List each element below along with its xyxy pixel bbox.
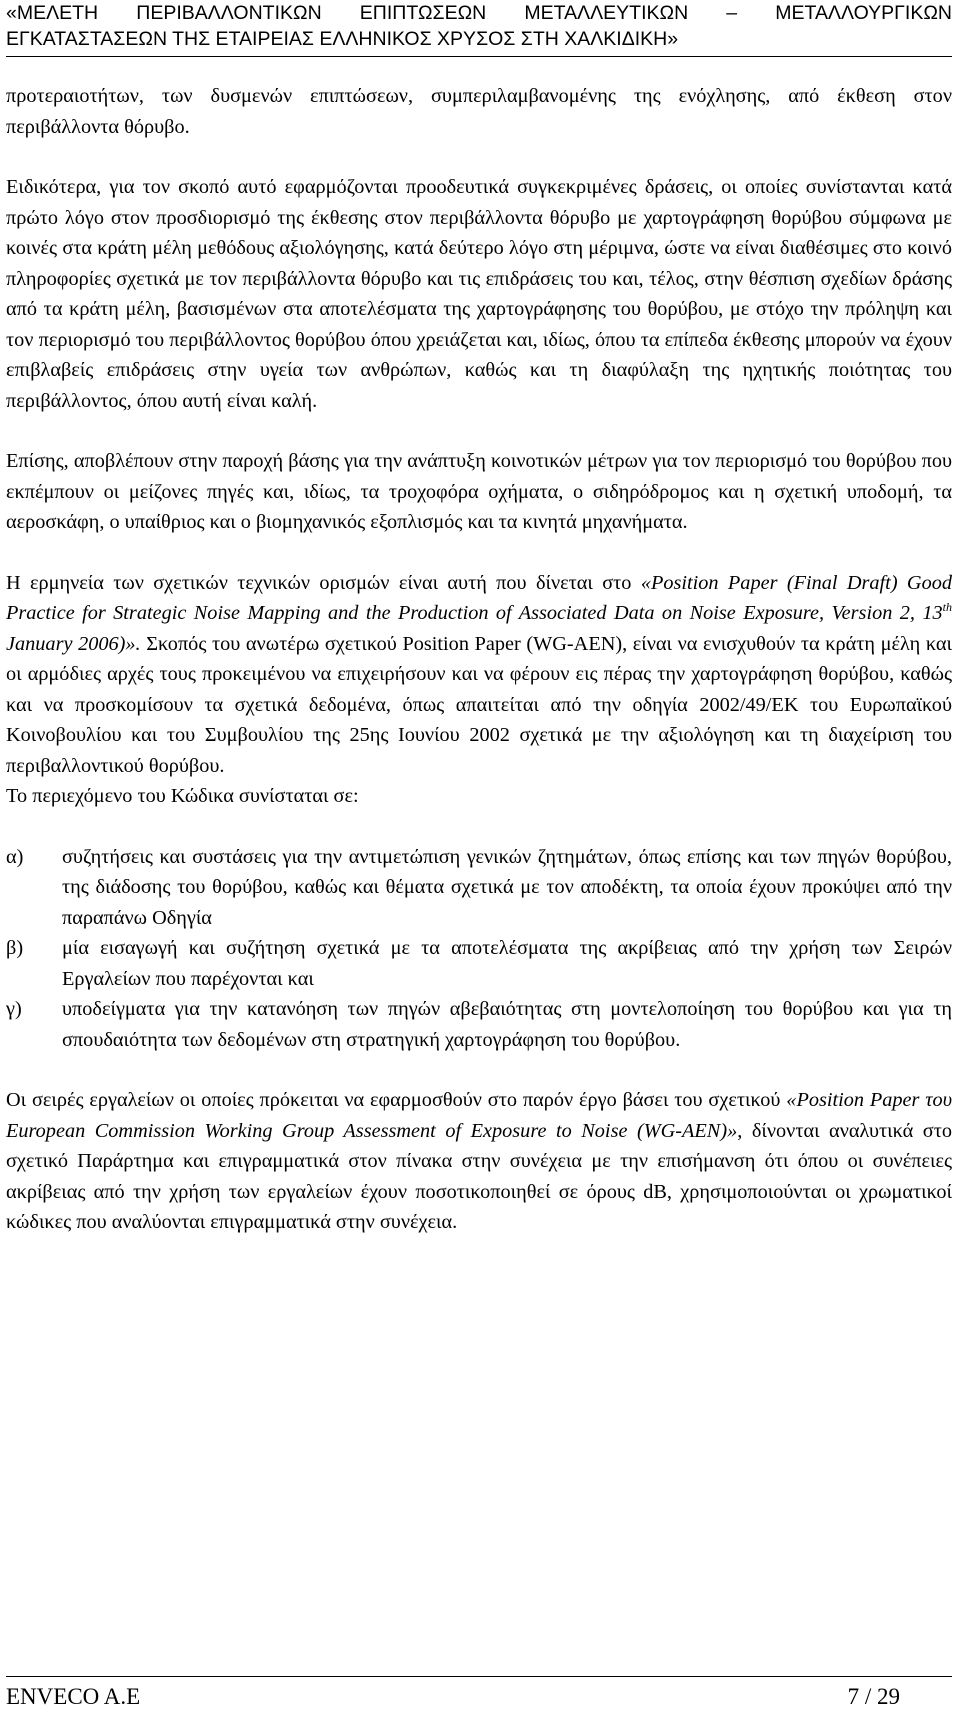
paragraph-5: Το περιεχόμενο του Κώδικα συνίσταται σε: [6,785,359,807]
paragraph-4 [6,568,952,782]
list-text: συζητήσεις και συστάσεις για την αντιμετώπιση γενικών ζητημάτων, όπως επίσης και των πηγών θορύβου, της διάδοσης του θορύβου, καθώς και θέματα σχετικά με τον αποδέκτη, τα οποία έχουν προκύψει από την παραπάνω Οδηγία [62,845,952,929]
paragraph-4-start: Η ερμηνεία των σχετικών τεχνικών ορισμών είναι αυτή που δίνεται στο [6,571,641,594]
header-divider [6,56,952,57]
paragraph-6 [6,1085,952,1238]
paragraph-4-citation: «Position Paper (Final Draft) Good Practice for Strategic Noise Mapping and the Production of Associated Data on Noise Exposure, Version 2, 13 [6,571,952,624]
paragraph-6-end: , δίνονται αναλυτικά στο σχετικό Παράρτημα και επιγραμματικά στον πίνακα στην συνέχεια με την επισήμανση ότι όπου οι συνέπειες ακρίβειας από την χρήση των εργαλείων έχουν ποσοτικοποιηθεί σε όρους dB, χρησιμοποιούνται οι χρωματικοί κώδικες που αναλύονται επιγραμματικά στην συνέχεια. [6,1119,953,1233]
paragraph-6-citation: «Position Paper του European Commission Working Group Assessment of Exposure to Noise (WG-AEN)» [6,1089,952,1142]
page-footer [6,1682,900,1712]
paragraph-3: Επίσης, αποβλέπουν στην παροχή βάσης για την ανάπτυξη κοινοτικών μέτρων για τον περιορισμό του θορύβου που εκπέμπουν οι μείζονες πηγές και, ιδίως, τα τροχοφόρα οχήματα, ο σιδηρόδρομος και η σχετική υποδομή, τα αεροσκάφη, ο υπαίθριος και ο βιομηχανικός εξοπλισμός και τα κινητά μηχανήματα. [6,450,952,533]
content-list [6,842,952,1056]
paragraph-2: Ειδικότερα, για τον σκοπό αυτό εφαρμόζονται προοδευτικά συγκεκριμένες δράσεις, οι οποίες συνίστανται κατά πρώτο λόγο στον προσδιορισμό της έκθεσης στον περιβάλλοντα θόρυβο με χαρτογράφηση θορύβου σύμφωνα με κοινές στα κράτη μέλη μεθόδους αξιολόγησης, κατά δεύτερο λόγο στη μέριμνα, ώστε να είναι διαθέσιμες στο κοινό πληροφορίες σχετικά με τον περιβάλλοντα θόρυβο και τις επιδράσεις του και, τέλος, στην θέσπιση σχεδίων δράσης από τα κράτη μέλη, βασισμένων στα αποτελέσματα της χαρτογράφησης του θορύβου, με στόχο την πρόληψη και τον περιορισμό του περιβάλλοντος θορύβου όπου χρειάζεται και, ιδίως, όπου τα επίπεδα έκθεσης μπορούν να έχουν επιβλαβείς επιδράσεις στην υγεία των ανθρώπων, καθώς και τη διαφύλαξη της ηχητικής ποιότητας του περιβάλλοντος, όπου αυτή είναι καλή. [6,176,952,412]
list-marker: γ) [6,998,22,1020]
document-body [6,81,952,1238]
list-marker: α) [6,845,24,868]
list-item [6,842,952,934]
page-header [6,0,952,52]
paragraph-4-end: Σκοπός του ανωτέρω σχετικού Position Paper (WG-AEN), είναι να ενισχυθούν τα κράτη μέλη και οι αρμόδιες αρχές τους προκειμένου να επιχειρήσουν και να φέρουν εις πέρας την χαρτογράφηση θορύβου, καθώς και να προσκομίσουν τα σχετικά δεδομένα, όπως απαιτείται από την οδηγία 2002/49/ΕΚ του Ευρωπαϊκού Κοινοβουλίου και του Συμβουλίου της 25ης Ιουνίου 2002 σχετικά με την αξιολόγηση και τη διαχείριση του περιβαλλοντικού θορύβου. [6,632,952,777]
footer-divider [6,1676,952,1677]
list-text: υποδείγματα για την κατανόηση των πηγών αβεβαιότητας στη μοντελοποίηση του θορύβου και για τη σπουδαιότητα των δεδομένων στη στρατηγική χαρτογράφηση του θορύβου. [62,998,952,1051]
paragraph-6-start: Οι σειρές εργαλείων οι οποίες πρόκειται να εφαρμοσθούν στο παρόν έργο βάσει του σχετικού [6,1089,787,1111]
list-text: μία εισαγωγή και συζήτηση σχετικά με τα αποτελέσματα της ακρίβειας από την χρήση των Σειρών Εργαλείων που παρέχονται και [62,937,952,990]
list-marker: β) [6,937,24,959]
paragraph-4-sup: th [942,600,952,615]
list-item [6,994,952,1055]
footer-company: ENVECO A.E [6,1684,141,1709]
paragraph-4-citation-end: January 2006)». [6,632,141,655]
page-number: 7 / 29 [847,1684,900,1709]
list-item [6,933,952,994]
header-title: «ΜΕΛΕΤΗ ΠΕΡΙΒΑΛΛΟΝΤΙΚΩΝ ΕΠΙΠΤΩΣΕΩΝ ΜΕΤΑΛΛΕΥΤΙΚΩΝ – ΜΕΤΑΛΛΟΥΡΓΙΚΩΝ ΕΓΚΑΤΑΣΤΑΣΕΩΝ ΤΗΣ ΕΤΑΙΡΕΙΑΣ ΕΛΛΗΝΙΚΟΣ ΧΡΥΣΟΣ ΣΤΗ ΧΑΛΚΙΔΙΚΗ» [6,2,952,50]
paragraph-1: προτεραιοτήτων, των δυσμενών επιπτώσεων, συμπεριλαμβανομένης της ενόχλησης, από έκθεση στον περιβάλλοντα θόρυβο. [6,85,952,138]
